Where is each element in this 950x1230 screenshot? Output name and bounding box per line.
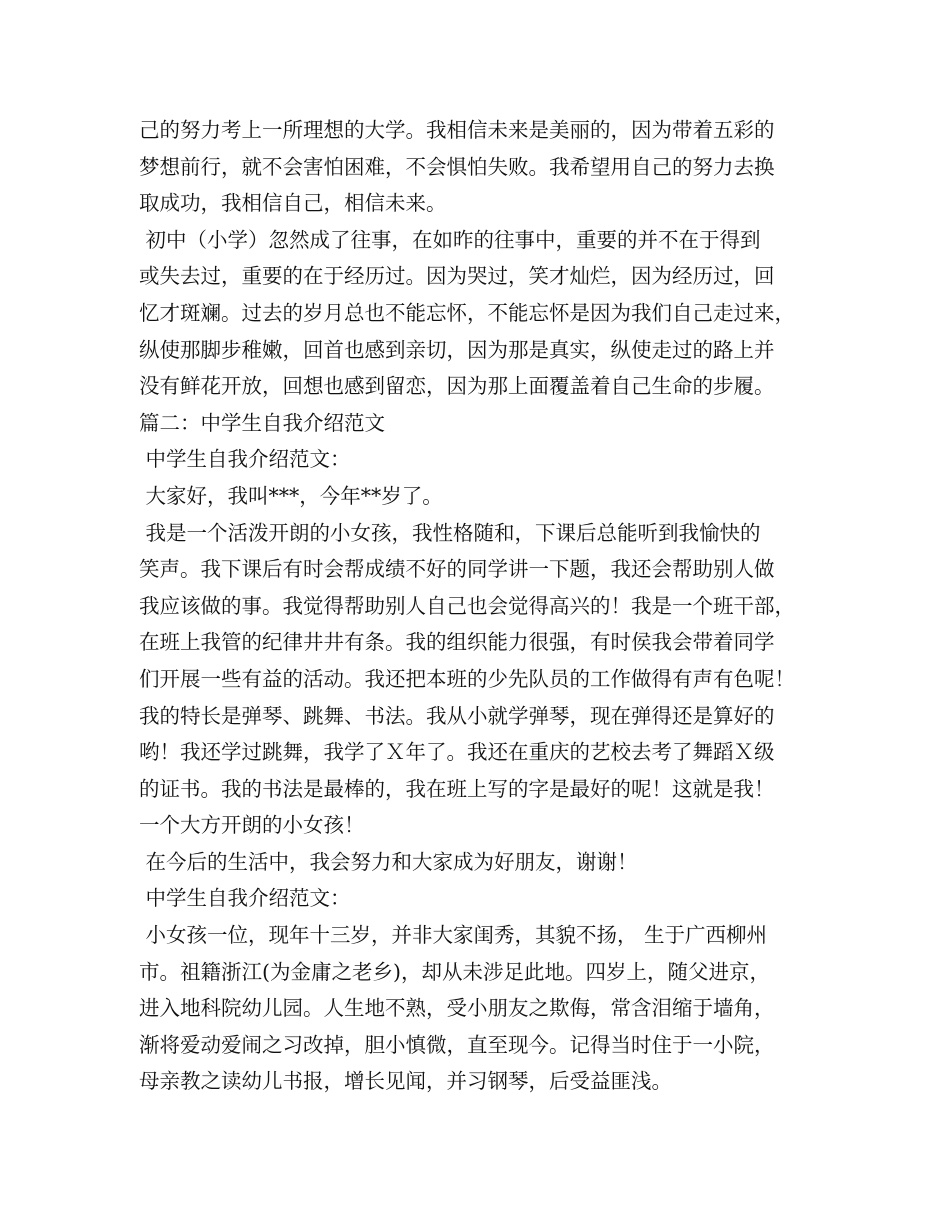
text-line: 在班上我管的纪律井井有条。我的组织能力很强，有时侯我会带着同学 [139, 630, 775, 655]
text-line: 我是一个活泼开朗的小女孩，我性格随和，下课后总能听到我愉快的 [139, 520, 761, 545]
text-line: 进入地科院幼儿园。人生地不熟，受小朋友之欺侮，常含泪缩于墙角， [139, 996, 775, 1021]
document-body [139, 112, 829, 1100]
text-line: 一个大方开朗的小女孩！ [139, 813, 365, 838]
text-line: 小女孩一位，现年十三岁，并非大家闺秀，其貌不扬， 生于广西柳州 [139, 923, 768, 948]
text-line: 纵使那脚步稚嫩，回首也感到亲切，因为那是真实，纵使走过的路上并 [139, 337, 775, 362]
text-line: 初中（小学）忽然成了往事，在如昨的往事中，重要的并不在于得到 [139, 227, 761, 252]
text-line: 或失去过，重要的在于经历过。因为哭过，笑才灿烂，因为经历过，回 [139, 264, 775, 289]
section-heading: 篇二：中学生自我介绍范文 [139, 410, 385, 435]
text-line: 笑声。我下课后有时会帮成绩不好的同学讲一下题，我还会帮助别人做 [139, 557, 775, 582]
text-line: 取成功，我相信自己，相信未来。 [139, 191, 447, 216]
text-line: 我应该做的事。我觉得帮助别人自己也会觉得高兴的！我是一个班干部， [139, 593, 795, 618]
text-line: 没有鲜花开放，回想也感到留恋，因为那上面覆盖着自己生命的步履。 [139, 374, 775, 399]
text-line: 哟！我还学过跳舞，我学了Ｘ年了。我还在重庆的艺校去考了舞蹈Ｘ级 [139, 740, 775, 765]
text-line: 的证书。我的书法是最棒的，我在班上写的字是最好的呢！这就是我！ [139, 776, 775, 801]
text-line: 中学生自我介绍范文： [139, 447, 351, 472]
text-line: 渐将爱动爱闹之习改掉，胆小慎微，直至现今。记得当时住于一小院， [139, 1032, 775, 1057]
text-line: 中学生自我介绍范文： [139, 886, 351, 911]
text-line: 忆才斑斓。过去的岁月总也不能忘怀，不能忘怀是因为我们自己走过来， [139, 300, 795, 325]
text-line: 母亲教之读幼儿书报，增长见闻，并习钢琴，后受益匪浅。 [139, 1069, 672, 1094]
text-line: 大家好，我叫***，今年**岁了。 [139, 483, 443, 508]
text-line: 我的特长是弹琴、跳舞、书法。我从小就学弹琴，现在弹得还是算好的 [139, 703, 775, 728]
text-line: 们开展一些有益的活动。我还把本班的少先队员的工作做得有声有色呢！ [139, 666, 795, 691]
text-line: 市。祖籍浙江(为金庸之老乡)，却从未涉足此地。四岁上，随父进京， [139, 959, 770, 984]
text-line: 己的努力考上一所理想的大学。我相信未来是美丽的，因为带着五彩的 [139, 118, 775, 142]
text-line: 在今后的生活中，我会努力和大家成为好朋友，谢谢！ [139, 849, 638, 874]
text-line: 梦想前行，就不会害怕困难，不会惧怕失败。我希望用自己的努力去换 [139, 154, 775, 179]
